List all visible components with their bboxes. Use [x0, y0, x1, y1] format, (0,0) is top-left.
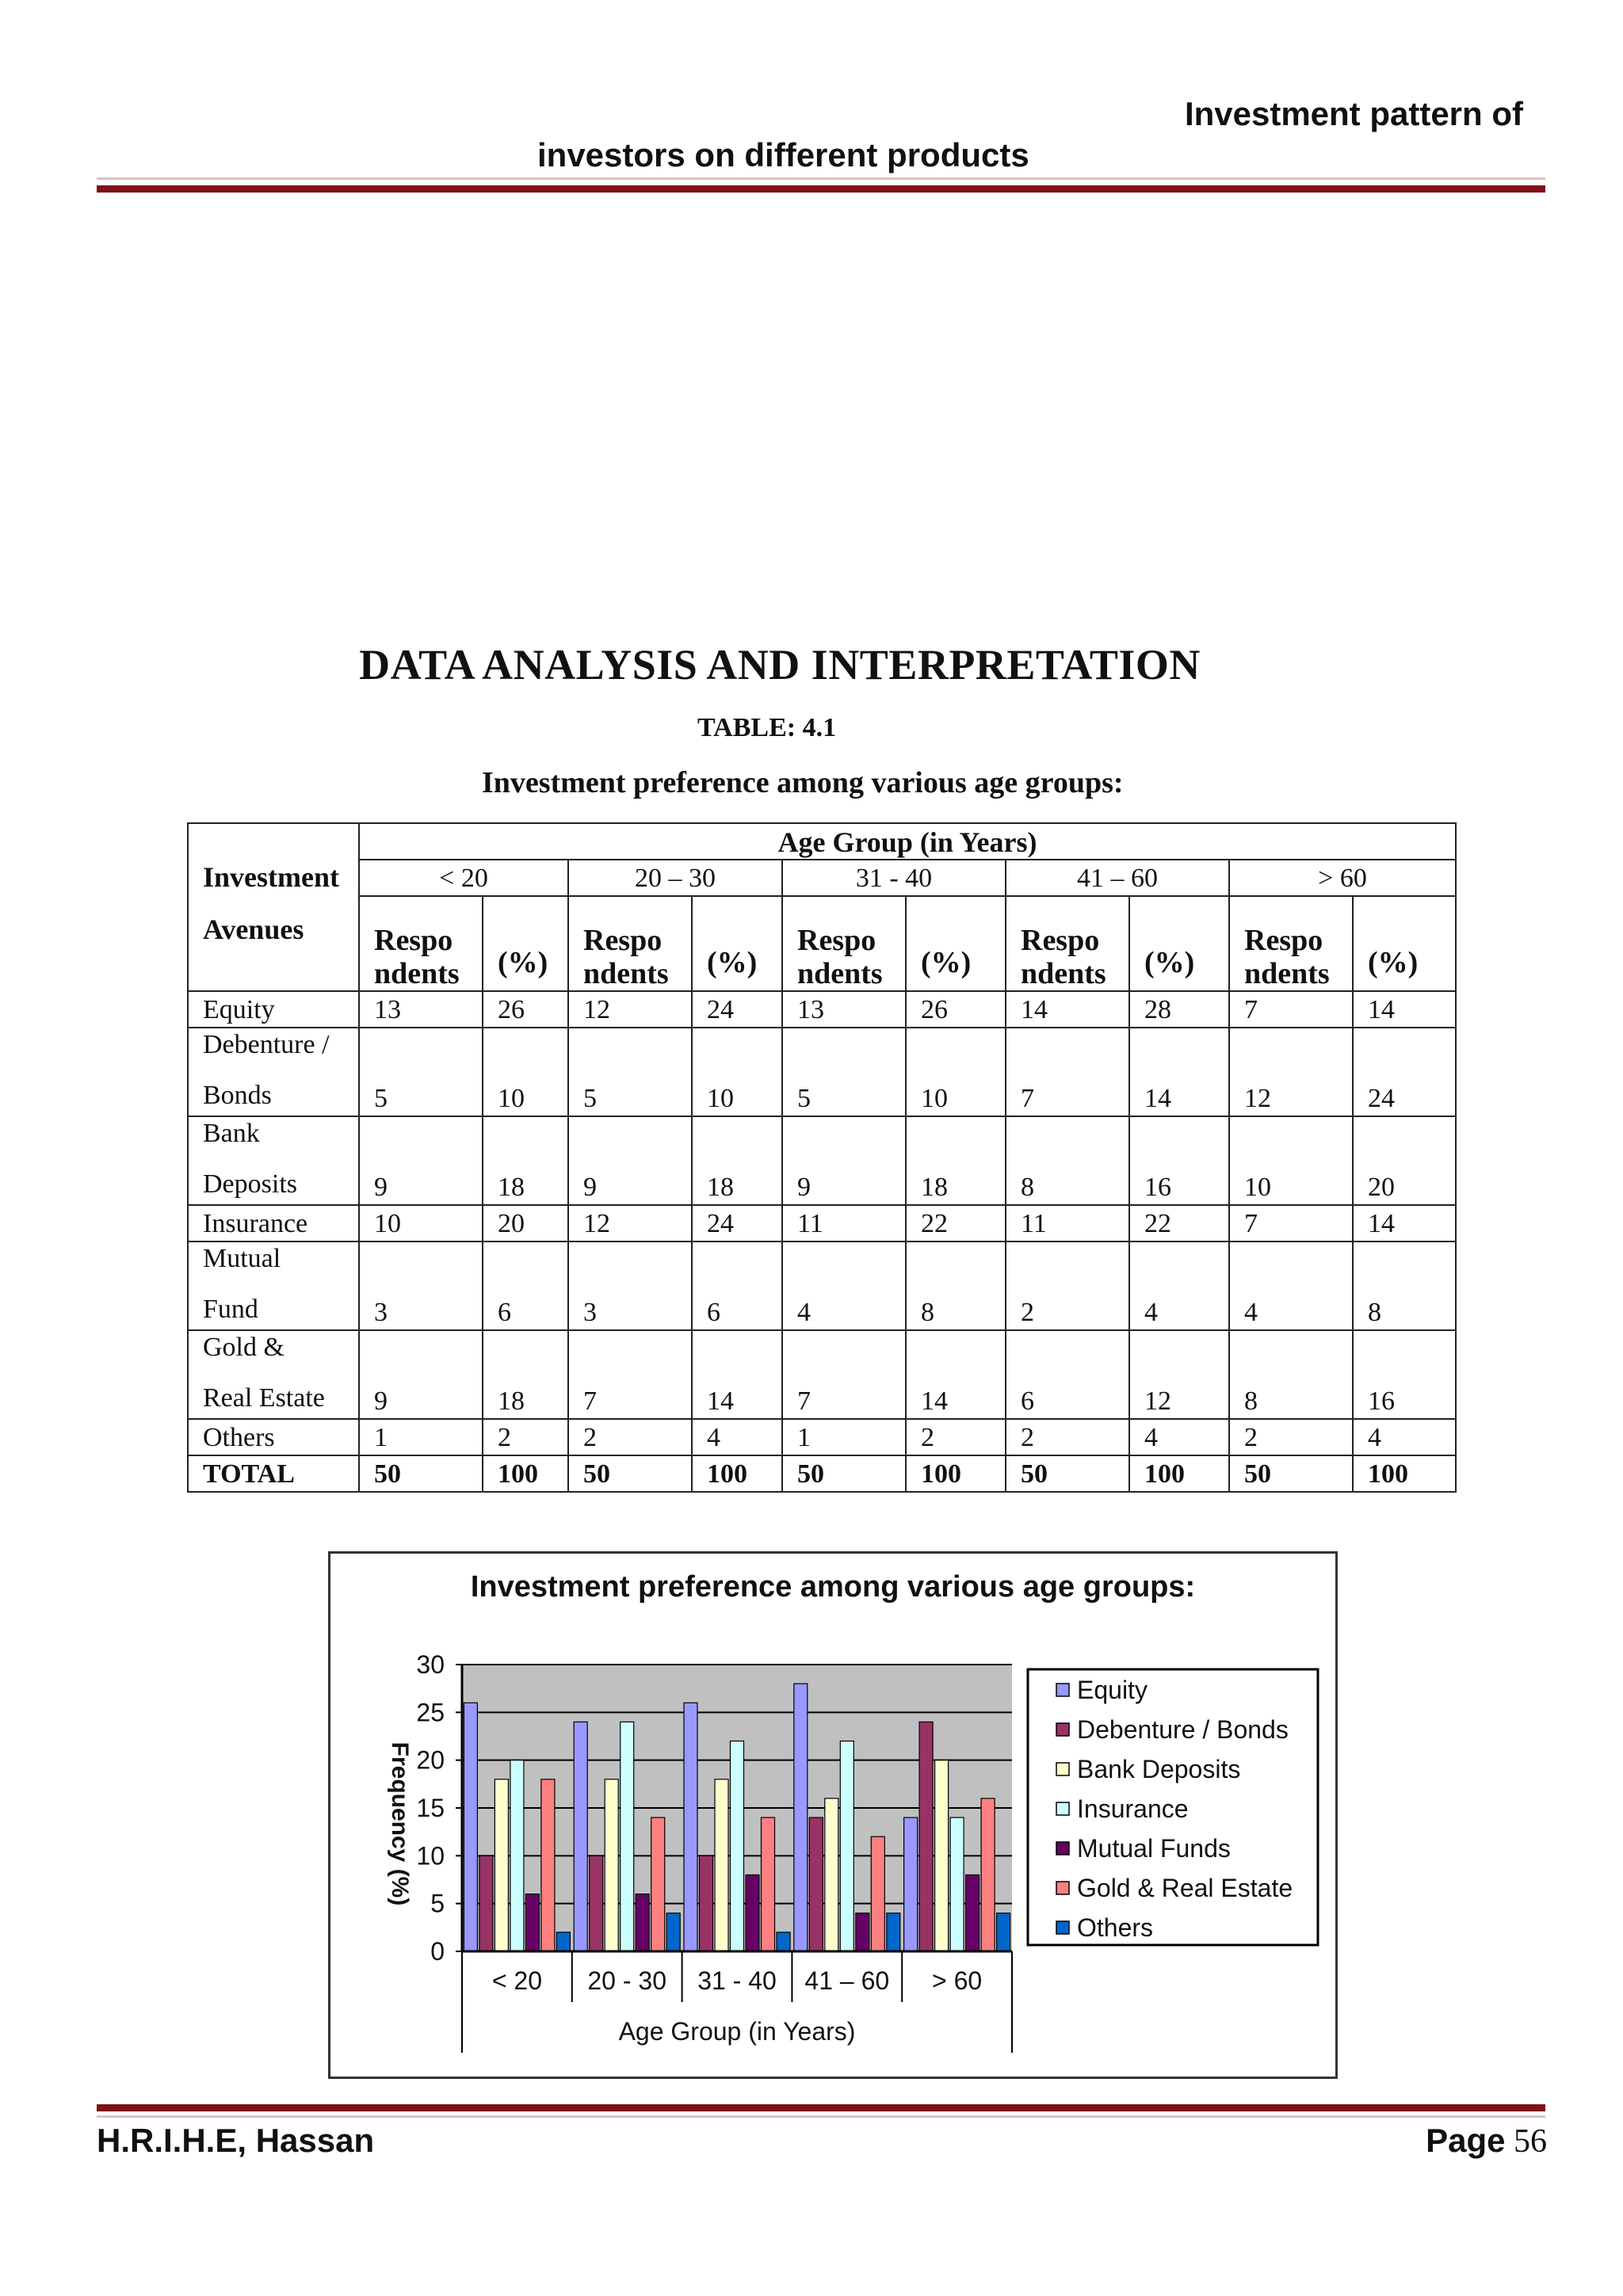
page-number: 56 — [1514, 2123, 1547, 2160]
respondents-header-line1: Respo — [797, 924, 876, 957]
table-row — [188, 1419, 1456, 1455]
total-cell: 50 — [1006, 1455, 1129, 1492]
avenue-label: Equity — [188, 991, 359, 1028]
table-row — [188, 1028, 1456, 1116]
bar-others — [997, 1913, 1010, 1951]
percent-cell: 14 — [1353, 991, 1456, 1028]
bar-mutual-funds — [856, 1913, 869, 1951]
percent-cell: 14 — [1129, 1028, 1229, 1116]
respondents-header-line1: Respo — [374, 924, 453, 957]
legend-label: Others — [1077, 1913, 1154, 1942]
bar-equity — [684, 1703, 697, 1951]
y-tick-label: 20 — [416, 1745, 445, 1775]
header-line-2: investors on different products — [537, 136, 1029, 174]
percent-header: (%) — [692, 896, 782, 991]
percent-cell: 6 — [692, 1241, 782, 1330]
table-caption: Investment preference among various age groups: — [482, 766, 1124, 799]
avenue-label-line1: Bank — [203, 1119, 260, 1148]
legend-swatch — [1056, 1723, 1069, 1736]
avenue-label — [188, 1028, 359, 1116]
bar-others — [666, 1913, 680, 1951]
percent-cell: 10 — [483, 1028, 568, 1116]
total-row — [188, 1455, 1456, 1492]
group-header: 31 - 40 — [782, 860, 1006, 896]
bar-mutual-funds — [966, 1875, 980, 1951]
respondents-cell: 9 — [359, 1116, 483, 1205]
percent-cell: 18 — [906, 1116, 1006, 1205]
legend-swatch — [1056, 1882, 1069, 1894]
bar-equity — [794, 1684, 808, 1951]
respondents-cell: 11 — [1006, 1205, 1129, 1241]
percent-cell: 18 — [483, 1330, 568, 1419]
bar-bank-deposits — [825, 1798, 838, 1951]
percent-cell: 14 — [1353, 1205, 1456, 1241]
footer-rule-thin — [97, 2115, 1545, 2118]
legend-swatch — [1056, 1842, 1069, 1855]
percent-cell: 2 — [906, 1419, 1006, 1455]
group-header: 20 – 30 — [568, 860, 782, 896]
bar-debenture-bonds — [700, 1855, 713, 1951]
group-header: > 60 — [1229, 860, 1456, 896]
percent-cell: 8 — [1353, 1241, 1456, 1330]
respondents-cell: 7 — [782, 1330, 906, 1419]
x-category-label: > 60 — [932, 1966, 983, 1995]
total-cell: 100 — [1353, 1455, 1456, 1492]
percent-cell: 2 — [483, 1419, 568, 1455]
chart-title: Investment preference among various age groups: — [470, 1570, 1196, 1604]
total-cell: 50 — [782, 1455, 906, 1492]
percent-cell: 26 — [483, 991, 568, 1028]
avenue-label-line1: Gold & — [203, 1333, 285, 1362]
y-tick-label: 5 — [430, 1889, 445, 1918]
percent-cell: 20 — [483, 1205, 568, 1241]
bar-gold-real-estate — [762, 1817, 775, 1951]
y-tick-label: 10 — [416, 1841, 445, 1871]
percent-cell: 4 — [1129, 1419, 1229, 1455]
y-tick-label: 0 — [430, 1937, 445, 1966]
percent-cell: 4 — [1353, 1419, 1456, 1455]
respondents-header-line2: ndents — [374, 957, 460, 990]
header-line-1: Investment pattern of — [1184, 95, 1523, 132]
percent-cell: 10 — [692, 1028, 782, 1116]
total-cell: 100 — [692, 1455, 782, 1492]
legend-label: Insurance — [1077, 1794, 1189, 1823]
bar-gold-real-estate — [541, 1779, 555, 1951]
respondents-cell: 2 — [568, 1419, 692, 1455]
total-cell: 50 — [1229, 1455, 1353, 1492]
percent-cell: 14 — [906, 1330, 1006, 1419]
respondents-cell: 2 — [1006, 1241, 1129, 1330]
percent-cell: 20 — [1353, 1116, 1456, 1205]
legend-label: Bank Deposits — [1077, 1755, 1241, 1783]
footer-institution: H.R.I.H.E, Hassan — [97, 2122, 375, 2159]
bar-insurance — [731, 1741, 744, 1951]
bar-debenture-bonds — [919, 1722, 933, 1951]
table-row — [188, 1116, 1456, 1205]
bar-mutual-funds — [636, 1894, 649, 1951]
x-category-label: 41 – 60 — [804, 1966, 890, 1995]
investment-table — [187, 822, 1457, 1493]
respondents-cell: 10 — [1229, 1116, 1353, 1205]
bar-insurance — [621, 1722, 634, 1951]
percent-cell: 4 — [1129, 1241, 1229, 1330]
avenue-label-line2: Deposits — [203, 1169, 297, 1199]
avenue-header-line1: Investment — [203, 861, 339, 893]
bar-bank-deposits — [935, 1760, 949, 1951]
avenue-label — [188, 1116, 359, 1205]
respondents-cell: 9 — [782, 1116, 906, 1205]
respondents-cell: 12 — [568, 1205, 692, 1241]
respondents-cell: 11 — [782, 1205, 906, 1241]
respondents-cell: 3 — [568, 1241, 692, 1330]
respondents-cell: 1 — [782, 1419, 906, 1455]
x-category-label: 31 - 40 — [697, 1966, 777, 1995]
percent-cell: 10 — [906, 1028, 1006, 1116]
y-tick-label: 25 — [416, 1698, 445, 1727]
table-row — [188, 1330, 1456, 1419]
percent-cell: 18 — [692, 1116, 782, 1205]
percent-cell: 24 — [692, 991, 782, 1028]
table-row — [188, 1205, 1456, 1241]
bar-others — [777, 1932, 790, 1951]
bar-equity — [904, 1817, 918, 1951]
legend-label: Mutual Funds — [1077, 1834, 1231, 1863]
respondents-cell: 7 — [1006, 1028, 1129, 1116]
legend-swatch — [1056, 1684, 1069, 1696]
legend-swatch — [1056, 1802, 1069, 1815]
percent-cell: 4 — [692, 1419, 782, 1455]
percent-cell: 16 — [1129, 1116, 1229, 1205]
percent-cell: 18 — [483, 1116, 568, 1205]
percent-header: (%) — [906, 896, 1006, 991]
respondents-cell: 7 — [568, 1330, 692, 1419]
bar-mutual-funds — [525, 1894, 539, 1951]
percent-cell: 26 — [906, 991, 1006, 1028]
percent-cell: 16 — [1353, 1330, 1456, 1419]
legend-swatch — [1056, 1763, 1069, 1775]
page-word: Page — [1426, 2122, 1506, 2159]
percent-cell: 22 — [1129, 1205, 1229, 1241]
percent-cell: 6 — [483, 1241, 568, 1330]
bar-others — [887, 1913, 900, 1951]
bar-chart — [330, 1554, 1335, 2077]
respondents-cell: 14 — [1006, 991, 1129, 1028]
avenue-label — [188, 1330, 359, 1419]
avenue-label: Others — [188, 1419, 359, 1455]
legend-swatch — [1056, 1921, 1069, 1934]
bar-bank-deposits — [605, 1779, 618, 1951]
bar-gold-real-estate — [651, 1817, 665, 1951]
respondents-header — [568, 896, 692, 991]
respondents-header — [782, 896, 906, 991]
total-cell: 50 — [359, 1455, 483, 1492]
percent-cell: 24 — [692, 1205, 782, 1241]
respondents-cell: 2 — [1229, 1419, 1353, 1455]
bar-mutual-funds — [746, 1875, 759, 1951]
respondents-cell: 3 — [359, 1241, 483, 1330]
respondents-cell: 5 — [568, 1028, 692, 1116]
percent-header: (%) — [1353, 896, 1456, 991]
avenue-label-line2: Fund — [203, 1295, 258, 1324]
total-cell: 50 — [568, 1455, 692, 1492]
age-group-header: Age Group (in Years) — [359, 823, 1456, 860]
total-cell: 100 — [1129, 1455, 1229, 1492]
percent-header: (%) — [1129, 896, 1229, 991]
respondents-header-line2: ndents — [583, 957, 669, 990]
y-tick-label: 15 — [416, 1794, 445, 1822]
percent-cell: 14 — [692, 1330, 782, 1419]
group-header: 41 – 60 — [1006, 860, 1229, 896]
x-category-label: 20 - 30 — [587, 1966, 667, 1995]
x-axis-label: Age Group (in Years) — [618, 2017, 856, 2046]
avenue-label-line2: Real Estate — [203, 1383, 325, 1413]
respondents-cell: 9 — [359, 1330, 483, 1419]
bar-equity — [464, 1703, 477, 1951]
y-tick-label: 30 — [416, 1650, 445, 1679]
respondents-cell: 7 — [1229, 991, 1353, 1028]
percent-cell: 22 — [906, 1205, 1006, 1241]
percent-cell: 8 — [906, 1241, 1006, 1330]
respondents-cell: 8 — [1006, 1116, 1129, 1205]
percent-cell: 24 — [1353, 1028, 1456, 1116]
respondents-cell: 8 — [1229, 1330, 1353, 1419]
respondents-header-line1: Respo — [1244, 924, 1323, 957]
chart-frame — [328, 1551, 1338, 2079]
avenue-label — [188, 1241, 359, 1330]
respondents-cell: 1 — [359, 1419, 483, 1455]
respondents-cell: 12 — [1229, 1028, 1353, 1116]
legend-label: Equity — [1077, 1676, 1148, 1704]
footer-page — [1426, 2122, 1547, 2161]
bar-bank-deposits — [495, 1779, 508, 1951]
avenue-header — [188, 823, 359, 991]
bar-bank-deposits — [715, 1779, 728, 1951]
bar-equity — [574, 1722, 587, 1951]
respondents-cell: 7 — [1229, 1205, 1353, 1241]
respondents-header — [1229, 896, 1353, 991]
page-title: DATA ANALYSIS AND INTERPRETATION — [359, 641, 1201, 688]
respondents-cell: 13 — [782, 991, 906, 1028]
avenue-label-line1: Debenture / — [203, 1030, 330, 1059]
x-category-label: < 20 — [491, 1966, 542, 1995]
avenue-header-line2: Avenues — [203, 913, 304, 945]
footer-rule-thick — [97, 2104, 1545, 2111]
respondents-header-line2: ndents — [1021, 957, 1106, 990]
respondents-cell: 4 — [1229, 1241, 1353, 1330]
header-rule-thin — [97, 177, 1545, 180]
respondents-header-line1: Respo — [583, 924, 663, 957]
respondents-header-line1: Respo — [1021, 924, 1100, 957]
legend-label: Debenture / Bonds — [1077, 1715, 1289, 1744]
header-rule-thick — [97, 185, 1545, 193]
bar-insurance — [950, 1817, 964, 1951]
avenue-label-line1: Mutual — [203, 1244, 281, 1273]
respondents-cell: 13 — [359, 991, 483, 1028]
y-axis-label: Frequency (%) — [387, 1741, 413, 1906]
percent-cell: 28 — [1129, 991, 1229, 1028]
percent-cell: 12 — [1129, 1330, 1229, 1419]
table-row — [188, 1241, 1456, 1330]
respondents-header — [359, 896, 483, 991]
respondents-header — [1006, 896, 1129, 991]
table-number: TABLE: 4.1 — [697, 713, 837, 742]
bar-debenture-bonds — [479, 1855, 493, 1951]
respondents-cell: 5 — [359, 1028, 483, 1116]
respondents-cell: 5 — [782, 1028, 906, 1116]
respondents-cell: 9 — [568, 1116, 692, 1205]
bar-insurance — [510, 1760, 524, 1951]
respondents-header-line2: ndents — [1244, 957, 1330, 990]
respondents-cell: 10 — [359, 1205, 483, 1241]
respondents-cell: 6 — [1006, 1330, 1129, 1419]
total-cell: 100 — [483, 1455, 568, 1492]
bar-gold-real-estate — [871, 1836, 884, 1951]
percent-header: (%) — [483, 896, 568, 991]
legend-label: Gold & Real Estate — [1077, 1874, 1293, 1902]
avenue-label: Insurance — [188, 1205, 359, 1241]
bar-debenture-bonds — [809, 1817, 823, 1951]
group-header: < 20 — [359, 860, 568, 896]
bar-gold-real-estate — [981, 1798, 995, 1951]
total-label: TOTAL — [188, 1455, 359, 1492]
bar-insurance — [840, 1741, 854, 1951]
total-cell: 100 — [906, 1455, 1006, 1492]
bar-debenture-bonds — [590, 1855, 603, 1951]
respondents-cell: 12 — [568, 991, 692, 1028]
table-row — [188, 991, 1456, 1028]
respondents-cell: 2 — [1006, 1419, 1129, 1455]
respondents-header-line2: ndents — [797, 957, 883, 990]
respondents-cell: 4 — [782, 1241, 906, 1330]
avenue-label-line2: Bonds — [203, 1081, 272, 1110]
bar-others — [556, 1932, 570, 1951]
